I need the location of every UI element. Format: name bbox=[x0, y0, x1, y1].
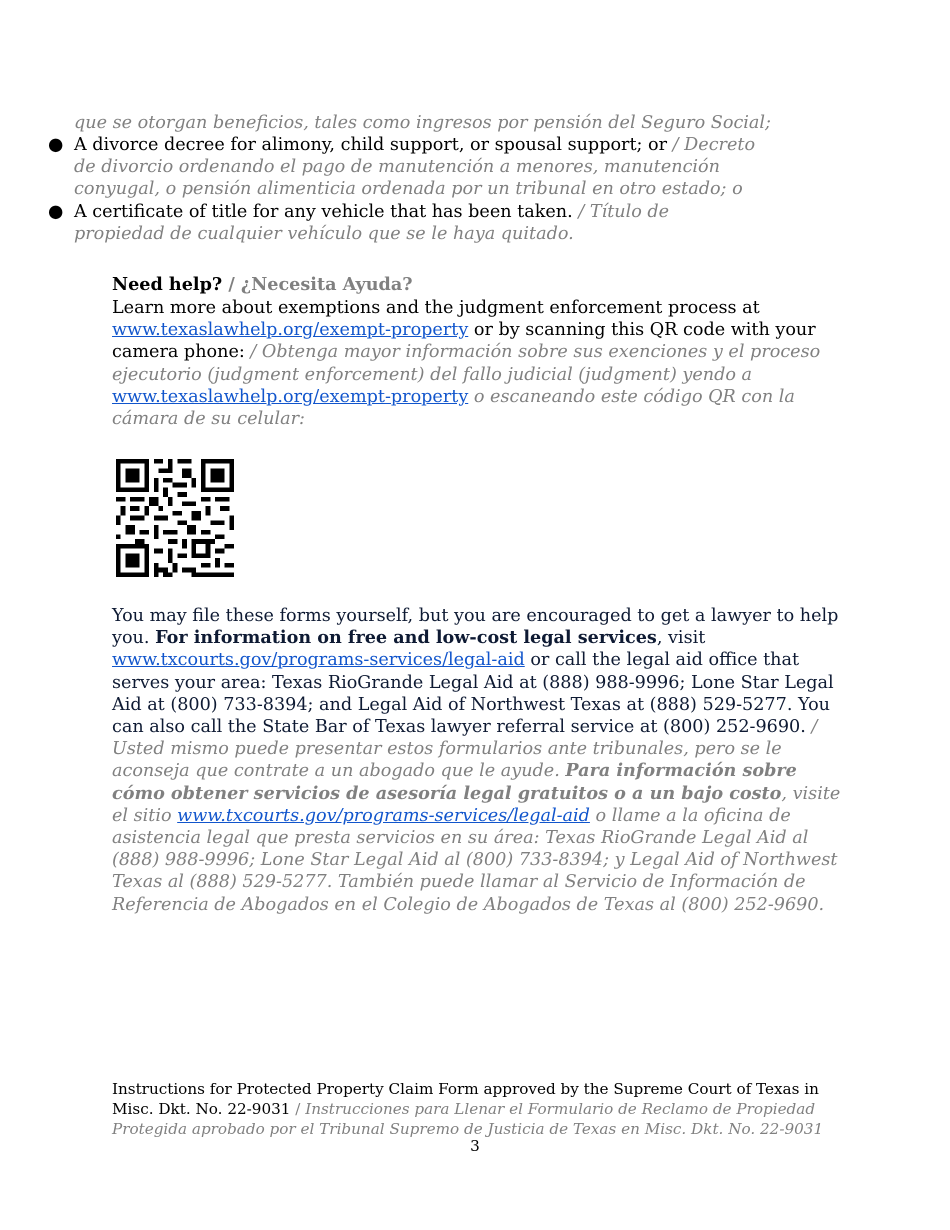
bullet-marker: ● bbox=[48, 202, 64, 222]
previous-bullet-continuation: que se otorgan beneficios, tales como ingresos por pensión del Seguro Social; bbox=[74, 113, 771, 133]
bullet-text bbox=[74, 201, 764, 245]
legal-text-en-1: You may file these forms yourself, but you are encouraged to get a lawyer to help you. bbox=[112, 606, 839, 649]
footer-separator: / bbox=[295, 1099, 301, 1118]
legal-text-es-3: o llame a la oficina de asistencia legal que presta servicios en su área: Texas RioGrande Legal Aid al (888) 988-9996; Lone Star Legal Aid al (800) 733-8394; y Legal Aid of Northwest Texas al (888) 529-5277. También puede llamar al Servicio de Información de Referencia de Abogados en el Colegio de Abogados de Texas al (800) 252-9690. bbox=[112, 805, 838, 915]
need-help-title-es: / ¿Necesita Ayuda? bbox=[228, 274, 413, 295]
bullet-text-es: / Decreto de divorcio ordenando el pago de manutención a menores, manutención conyugal, o pensión alimenticia ordenada por un tribunal en otro estado; o bbox=[74, 135, 756, 200]
need-help-paragraph bbox=[112, 297, 842, 430]
need-help-text-es-1: / Obtenga mayor información sobre sus exenciones y el proceso ejecutorio (judgment enforcement) del fallo judicial (judgment) yendo a bbox=[112, 342, 821, 385]
exempt-property-link[interactable]: www.texaslawhelp.org/exempt-property bbox=[112, 320, 469, 341]
page-footer bbox=[112, 1080, 852, 1139]
need-help-text-es-2: o escaneando este código QR con la cámara de su celular: bbox=[112, 386, 795, 430]
bullet-marker: ● bbox=[48, 135, 64, 155]
need-help-title-en: Need help? bbox=[112, 274, 223, 295]
legal-bold-en: For information on free and low-cost legal services bbox=[155, 627, 657, 649]
bullet-text-en: A divorce decree for alimony, child support, or spousal support; or bbox=[74, 135, 668, 155]
legal-aid-paragraph bbox=[112, 605, 842, 916]
legal-bold-es: Para información sobre cómo obtener servicios de asesoría legal gratuitos o a un bajo costo bbox=[112, 760, 797, 804]
qr-code-icon bbox=[116, 459, 234, 577]
need-help-heading bbox=[112, 274, 413, 296]
exempt-property-link-es[interactable]: www.texaslawhelp.org/exempt-property bbox=[112, 386, 469, 407]
footer-text-es: Instrucciones para Llenar el Formulario de Reclamo de Propiedad Protegida aprobado por el Tribunal Supremo de Justicia de Texas en Misc. Dkt. No. 22-9031 bbox=[112, 1099, 824, 1138]
bullet-text bbox=[74, 134, 764, 201]
legal-text-en-3: or call the legal aid office that serves your area: Texas RioGrande Legal Aid at (888) 988-9996; Lone Star Legal Aid at (800) 733-8394; and Legal Aid of Northwest Texas at (888) 529-5277. You can also call the State Bar of Texas lawyer referral service at (800) 252-9690. bbox=[112, 650, 834, 738]
need-help-text-en-2: or by scanning this QR code with your camera phone: bbox=[112, 320, 816, 363]
footer-text-en: Instructions for Protected Property Claim Form approved by the Supreme Court of Texas in Misc. Dkt. No. 22-9031 bbox=[112, 1080, 819, 1118]
bullet-text-es: / Título de propiedad de cualquier vehículo que se le haya quitado. bbox=[74, 202, 670, 245]
need-help-text-en-1: Learn more about exemptions and the judgment enforcement process at bbox=[112, 298, 760, 318]
bullet-text-en: A certificate of title for any vehicle that has been taken. bbox=[74, 202, 573, 222]
legal-text-en-2: , visit bbox=[656, 628, 706, 649]
legal-aid-link-es[interactable]: www.txcourts.gov/programs-services/legal-aid bbox=[177, 805, 590, 826]
page-number: 3 bbox=[470, 1137, 480, 1155]
legal-text-es-1: / Usted mismo puede presentar estos formularios ante tribunales, pero se le aconseja que contrate a un abogado que le ayude. bbox=[112, 717, 818, 782]
legal-text-es-2: , visite el sitio bbox=[112, 783, 841, 826]
legal-aid-link[interactable]: www.txcourts.gov/programs-services/legal-aid bbox=[112, 650, 525, 671]
